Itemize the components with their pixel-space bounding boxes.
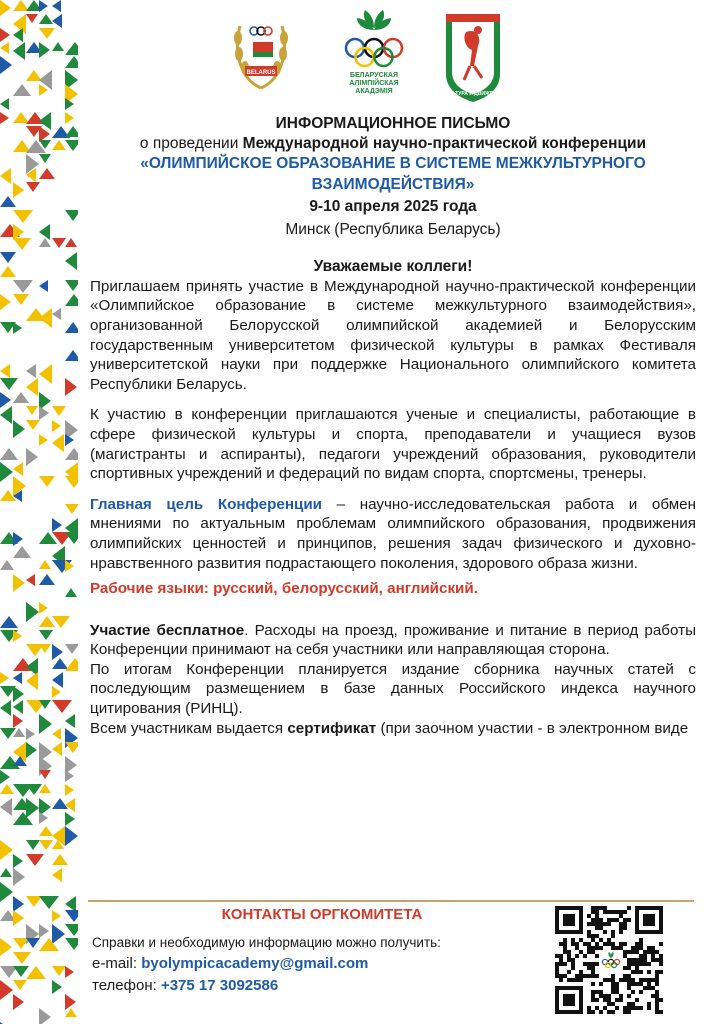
decorative-triangle xyxy=(0,672,9,684)
subtitle-prefix: о проведении xyxy=(139,134,243,152)
decorative-triangle xyxy=(52,868,62,882)
decorative-triangle xyxy=(52,238,66,248)
free-label: Участие бесплатное xyxy=(90,621,245,639)
decorative-triangle xyxy=(26,14,38,23)
decorative-triangle xyxy=(0,56,12,74)
decorative-left-strip xyxy=(0,0,78,1024)
decorative-triangle xyxy=(52,840,64,849)
decorative-triangle xyxy=(0,560,14,570)
cert-prefix: Всем участникам выдается xyxy=(90,719,288,737)
decorative-triangle xyxy=(13,28,23,42)
contacts-phone-row xyxy=(92,977,552,994)
decorative-triangle xyxy=(0,980,13,1000)
publication-paragraph: По итогам Конференции планируется издание сборника научных статей с последующим размещением в базе данных Российского индекса научного цитирования (РИНЦ). xyxy=(90,660,696,718)
decorative-triangle xyxy=(39,840,53,850)
decorative-triangle xyxy=(13,294,29,305)
decorative-triangle xyxy=(0,28,10,42)
decorative-triangle xyxy=(13,910,24,926)
decorative-triangle xyxy=(0,462,13,482)
decorative-triangle xyxy=(52,0,61,12)
decorative-triangle xyxy=(0,700,11,716)
decorative-triangle xyxy=(65,56,78,68)
decorative-triangle xyxy=(52,420,61,432)
decorative-triangle xyxy=(0,406,12,424)
free-participation-paragraph xyxy=(90,621,696,660)
contacts-info: Справки и необходимую информацию можно получить: xyxy=(92,935,441,950)
decorative-triangle xyxy=(65,238,77,247)
decorative-triangle xyxy=(13,322,22,334)
decorative-triangle xyxy=(65,938,78,950)
decorative-triangle xyxy=(65,252,77,270)
decorative-triangle xyxy=(52,406,66,416)
decorative-triangle xyxy=(13,280,33,293)
decorative-triangle xyxy=(13,84,31,96)
decorative-triangle xyxy=(52,308,61,320)
email-label: e-mail: xyxy=(92,955,142,972)
decorative-triangle xyxy=(65,784,74,796)
decorative-triangle xyxy=(13,728,25,737)
decorative-triangle xyxy=(13,812,33,825)
free-text: . Расходы на проезд, проживание и питание в период работы Конференции принимают на себя участники или направляющая сторона. xyxy=(90,621,696,659)
decorative-triangle xyxy=(39,154,51,163)
laurel-emblem-icon xyxy=(230,8,292,92)
decorative-triangle xyxy=(39,714,52,734)
invitation-paragraph: Приглашаем принять участие в Международной научно-практической конференции «Олимпийское образование в системе межкультурного взаимодействия», организованной Белорусской олимпийской академией и Белорусским государственным университетом физической культуры в рамках Фестиваля университетской науки при поддержке Национального олимпийского комитета Республики Беларусь. xyxy=(90,277,696,393)
decorative-triangle xyxy=(39,434,48,446)
letter-subtitle xyxy=(90,134,696,154)
decorative-triangle xyxy=(0,266,16,277)
decorative-triangle xyxy=(39,700,51,709)
academy-logo xyxy=(335,8,413,112)
decorative-triangle xyxy=(52,910,61,922)
decorative-triangle xyxy=(0,168,11,184)
decorative-triangle xyxy=(13,462,23,476)
decorative-triangle xyxy=(65,126,78,137)
decorative-triangle xyxy=(39,602,48,614)
decorative-triangle xyxy=(13,714,23,728)
decorative-triangle xyxy=(65,910,78,922)
decorative-triangle xyxy=(13,574,25,592)
decorative-triangle xyxy=(13,210,33,223)
decorative-triangle xyxy=(13,546,31,558)
decorative-triangle xyxy=(13,700,23,714)
decorative-triangle xyxy=(0,364,10,378)
contacts-section xyxy=(92,906,552,999)
decorative-triangle xyxy=(65,714,75,728)
decorative-triangle xyxy=(52,518,62,532)
qr-code[interactable] xyxy=(555,906,663,1014)
decorative-triangle xyxy=(13,532,23,546)
decorative-triangle xyxy=(39,826,53,836)
decorative-triangle xyxy=(39,406,49,420)
decorative-triangle xyxy=(52,616,70,628)
decorative-triangle xyxy=(52,728,61,740)
goal-label: Главная цель Конференции xyxy=(90,495,322,513)
decorative-triangle xyxy=(65,448,78,460)
decorative-triangle xyxy=(52,686,61,698)
logo-row xyxy=(220,8,530,112)
decorative-triangle xyxy=(13,868,25,886)
contacts-email-row xyxy=(92,955,552,972)
decorative-triangle xyxy=(0,42,9,54)
decorative-triangle xyxy=(39,560,51,569)
letter-title: ИНФОРМАЦИОННОЕ ПИСЬМО xyxy=(275,115,511,132)
decorative-triangle xyxy=(0,196,16,207)
decorative-triangle xyxy=(13,420,25,438)
decorative-triangle xyxy=(39,630,53,640)
decorative-triangle xyxy=(0,294,11,310)
decorative-triangle xyxy=(39,364,52,384)
contacts-title: КОНТАКТЫ ОРГКОМИТЕТА xyxy=(221,906,423,923)
decorative-triangle xyxy=(39,140,51,149)
goal-text: – научно-исследовательская работа и обмен мнениями по актуальным проблемам олимпийского образования, продвижения олимпийских ценностей и принципов, решения задач физического и духовно-нравственного развития подрастающего поколения, здорового образа жизни. xyxy=(90,495,696,572)
conference-name: «ОЛИМПИЙСКОЕ ОБРАЗОВАНИЕ В СИСТЕМЕ МЕЖКУЛЬТУРНОГО ВЗАИМОДЕЙСТВИЯ» xyxy=(140,155,646,194)
decorative-triangle xyxy=(13,490,22,502)
conference-dates: 9-10 апреля 2025 года xyxy=(309,198,477,216)
decorative-triangle xyxy=(65,476,78,488)
decorative-triangle xyxy=(65,966,74,978)
decorative-triangle xyxy=(65,112,74,124)
decorative-triangle xyxy=(52,700,72,713)
decorative-triangle xyxy=(13,952,31,964)
decorative-triangle xyxy=(0,112,9,124)
decorative-triangle xyxy=(26,966,46,979)
decorative-triangle xyxy=(65,812,75,826)
decorative-triangle xyxy=(0,378,18,390)
decorative-triangle xyxy=(26,364,36,378)
decorative-triangle xyxy=(13,672,22,684)
phone-link[interactable]: +375 17 3092586 xyxy=(160,977,279,994)
decorative-triangle xyxy=(65,350,78,361)
decorative-triangle xyxy=(0,840,13,860)
conference-place: Минск (Республика Беларусь) xyxy=(285,221,501,239)
qr-code-icon xyxy=(555,906,663,1014)
belarus-olympic-logo xyxy=(230,8,292,104)
cert-bold: сертификат xyxy=(287,719,377,737)
decorative-triangle xyxy=(26,742,37,758)
decorative-triangle xyxy=(65,826,78,846)
decorative-triangle xyxy=(65,280,78,291)
decorative-triangle xyxy=(39,574,55,585)
decorative-triangle xyxy=(65,560,74,572)
decorative-triangle xyxy=(39,238,51,247)
decorative-triangle xyxy=(39,280,48,292)
decorative-triangle xyxy=(26,420,40,430)
decorative-triangle xyxy=(26,574,35,586)
decorative-triangle xyxy=(39,896,59,909)
decorative-triangle xyxy=(52,966,66,976)
decorative-triangle xyxy=(65,532,78,544)
greeting: Уважаемые коллеги! xyxy=(313,258,473,276)
decorative-triangle xyxy=(65,924,78,936)
decorative-triangle xyxy=(39,42,50,58)
decorative-triangle xyxy=(39,784,51,793)
decorative-triangle xyxy=(65,742,78,753)
decorative-triangle xyxy=(26,406,38,415)
email-link[interactable]: byolympicacademy@gmail.com xyxy=(141,955,369,972)
decorative-triangle xyxy=(0,770,10,784)
academy-caption-2: АЛІМПІЙСКАЯ xyxy=(349,80,399,87)
belarus-caption: BELARUS xyxy=(246,70,276,76)
decorative-triangle xyxy=(26,168,36,182)
decorative-triangle xyxy=(39,168,55,179)
decorative-triangle xyxy=(13,392,29,403)
decorative-triangle xyxy=(0,616,18,628)
university-logo xyxy=(442,8,504,104)
decorative-triangle xyxy=(0,784,14,794)
decorative-triangle xyxy=(13,994,24,1010)
academy-caption-3: АКАДЭМІЯ xyxy=(355,88,393,95)
decorative-triangle xyxy=(26,182,40,192)
subtitle-bold: Международной научно-практической конференции xyxy=(242,134,647,152)
decorative-triangle xyxy=(65,42,78,55)
decorative-triangle xyxy=(39,476,55,487)
decorative-triangle xyxy=(52,140,66,150)
decorative-triangle xyxy=(0,882,13,902)
decorative-triangle xyxy=(39,938,59,951)
decorative-triangle xyxy=(39,924,49,938)
decorative-triangle xyxy=(26,854,44,866)
decorative-triangle xyxy=(0,98,9,110)
decorative-triangle xyxy=(39,1008,51,1024)
goal-paragraph xyxy=(90,495,696,573)
decorative-triangle xyxy=(0,448,18,460)
decorative-triangle xyxy=(52,14,62,28)
decorative-triangle xyxy=(39,14,53,24)
decorative-triangle xyxy=(65,434,74,446)
letter-content xyxy=(90,114,696,738)
decorative-triangle xyxy=(65,658,78,671)
decorative-triangle xyxy=(26,602,39,622)
decorative-triangle xyxy=(0,798,12,816)
decorative-triangle xyxy=(0,938,12,956)
decorative-triangle xyxy=(26,672,38,690)
decorative-triangle xyxy=(65,588,77,597)
decorative-triangle xyxy=(0,0,11,16)
decorative-triangle xyxy=(13,756,27,766)
decorative-triangle xyxy=(52,854,68,865)
decorative-triangle xyxy=(65,140,78,151)
decorative-triangle xyxy=(0,252,16,263)
decorative-triangle xyxy=(13,42,25,60)
decorative-triangle xyxy=(52,434,64,452)
decorative-triangle xyxy=(26,448,38,466)
decorative-triangle xyxy=(13,238,31,250)
decorative-triangle xyxy=(26,728,35,740)
decorative-triangle xyxy=(52,42,64,51)
decorative-triangle xyxy=(39,770,51,779)
decorative-triangle xyxy=(65,378,77,396)
decorative-triangle xyxy=(39,28,55,39)
decorative-triangle xyxy=(0,868,12,877)
participants-paragraph: К участию в конференции приглашаются ученые и специалисты, работающие в сфере физической культуры и спорта, преподаватели и учащиеся вузов (магистранты и аспиранты), педагоги учреждений образования, руководители спортивных учреждений и федераций по видам спорта, спортсмены, тренеры. xyxy=(90,406,696,483)
decorative-triangle xyxy=(65,798,75,812)
decorative-triangle xyxy=(13,980,27,990)
decorative-triangle xyxy=(65,504,78,514)
academy-caption-1: БЕЛАРУСКАЯ xyxy=(349,72,398,79)
decorative-triangle xyxy=(65,210,78,221)
decorative-triangle xyxy=(65,644,78,654)
decorative-triangle xyxy=(52,742,62,756)
contacts-divider xyxy=(88,900,694,902)
leaf-rings-icon xyxy=(335,8,413,70)
phone-label: телефон: xyxy=(92,977,161,994)
decorative-triangle xyxy=(65,322,78,333)
cert-suffix: (при заочном участии - в электронном виде xyxy=(376,719,689,737)
decorative-triangle xyxy=(39,812,48,824)
decorative-triangle xyxy=(13,630,22,642)
decorative-triangle xyxy=(39,644,51,653)
decorative-triangle xyxy=(26,938,40,948)
decorative-triangle xyxy=(65,1008,77,1017)
decorative-triangle xyxy=(52,980,62,994)
decorative-triangle xyxy=(65,294,78,306)
decorative-triangle xyxy=(39,308,52,328)
decorative-triangle xyxy=(39,84,48,96)
decorative-triangle xyxy=(39,0,48,12)
certificate-paragraph xyxy=(90,719,696,739)
decorative-triangle xyxy=(13,854,23,868)
university-caption: КУЛЬТУРА И ДВИЖЕНИЕ xyxy=(442,91,504,97)
decorative-triangle xyxy=(65,770,74,782)
decorative-triangle xyxy=(65,98,74,110)
working-languages: Рабочие языки: русский, белорусский, английский. xyxy=(90,580,478,598)
decorative-triangle xyxy=(26,840,40,850)
